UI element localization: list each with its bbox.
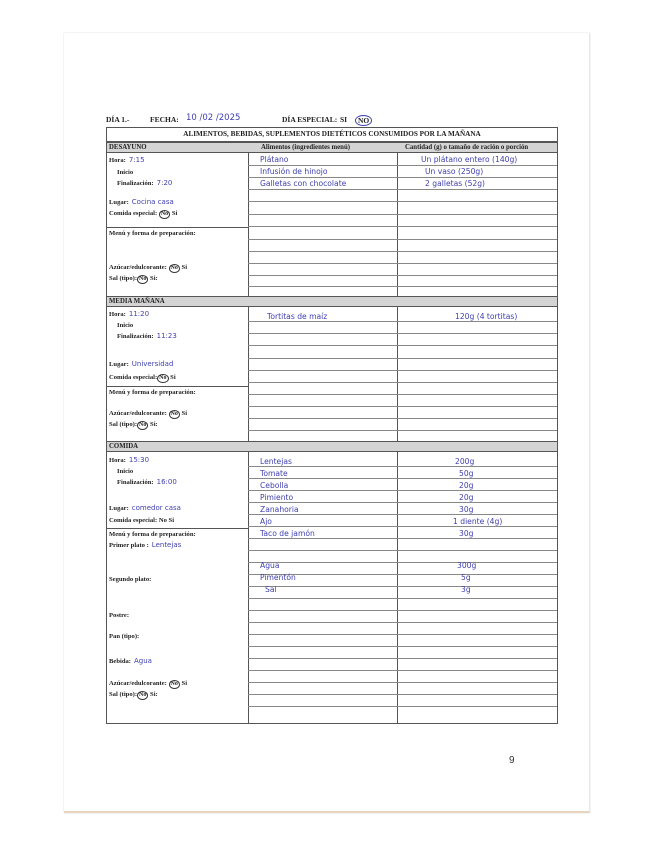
comida-hora: Hora: 15:30 bbox=[109, 456, 150, 464]
media-hora: Hora: 11:20 bbox=[109, 310, 150, 318]
desayuno-comida-especial: Comida especial: No Si bbox=[109, 210, 178, 217]
desayuno-azucar: Azúcar/edulcorante: No Si bbox=[109, 264, 188, 271]
comida-qty-4: 20g bbox=[459, 493, 474, 502]
desayuno-lugar: Lugar: Cocina casa bbox=[109, 198, 174, 206]
special-day-label: DÍA ESPECIAL: bbox=[282, 115, 338, 124]
comida-finalizacion: Finalización: 16:00 bbox=[117, 478, 177, 486]
section-media-manana-header bbox=[107, 296, 557, 307]
comida-food-2: Tomate bbox=[260, 469, 288, 478]
desayuno-finalizacion: Finalización: 7:20 bbox=[117, 179, 173, 187]
media-lugar: Lugar: Universidad bbox=[109, 360, 174, 368]
comida-qty-7: 30g bbox=[459, 529, 474, 538]
form-header bbox=[106, 113, 558, 127]
media-menu-label: Menú y forma de preparación: bbox=[109, 389, 196, 396]
comida-food-10: Pimentón bbox=[260, 573, 296, 582]
section-desayuno-header bbox=[107, 142, 557, 153]
comida-qty-6: 1 diente (4g) bbox=[453, 517, 503, 526]
food-record-form bbox=[106, 127, 558, 724]
comida-segundo-plato: Segundo plato: bbox=[109, 576, 152, 583]
desayuno-qty-2: Un vaso (250g) bbox=[425, 167, 484, 176]
day-label: DÍA 1.- bbox=[106, 115, 130, 124]
comida-sal: Sal (tipo): No Si: bbox=[109, 691, 158, 698]
section-comida-title: COMIDA bbox=[109, 443, 139, 450]
desayuno-sal: Sal (tipo): No Si: bbox=[109, 275, 158, 282]
media-sal: Sal (tipo): No Si: bbox=[109, 421, 158, 428]
comida-pan: Pan (tipo): bbox=[109, 633, 140, 640]
comida-menu-label: Menú y forma de preparación: bbox=[109, 531, 196, 538]
desayuno-food-1: Plátano bbox=[260, 155, 289, 164]
special-no-circled: NO bbox=[355, 115, 372, 126]
comida-qty-11: 3g bbox=[461, 585, 471, 594]
desayuno-hora: Hora: 7:15 bbox=[109, 156, 145, 164]
table-title: ALIMENTOS, BEBIDAS, SUPLEMENTOS DIETÉTICOS CONSUMIDOS POR LA MAÑANA bbox=[107, 128, 557, 142]
desayuno-qty-3: 2 galletas (52g) bbox=[425, 179, 486, 188]
media-food-1: Tortitas de maíz bbox=[267, 312, 328, 321]
comida-food-3: Cebolla bbox=[260, 481, 289, 490]
comida-qty-10: 5g bbox=[461, 573, 471, 582]
desayuno-menu-label: Menú y forma de preparación: bbox=[109, 230, 196, 237]
comida-primer-plato: Primer plato : Lentejas bbox=[109, 541, 182, 549]
comida-postre: Postre: bbox=[109, 612, 130, 619]
comida-food-1: Lentejas bbox=[260, 457, 292, 466]
media-inicio: Inicio bbox=[117, 322, 134, 329]
section-media-manana-title: MEDIA MAÑANA bbox=[109, 298, 165, 305]
desayuno-inicio: Inicio bbox=[117, 169, 134, 176]
media-qty-1: 120g (4 tortitas) bbox=[455, 312, 518, 321]
comida-food-4: Pimiento bbox=[260, 493, 294, 502]
comida-food-7: Taco de jamón bbox=[260, 529, 315, 538]
comida-inicio: Inicio bbox=[117, 468, 134, 475]
comida-azucar: Azúcar/edulcorante: No Si bbox=[109, 680, 188, 687]
comida-lugar: Lugar: comedor casa bbox=[109, 504, 181, 512]
comida-comida-especial: Comida especial: No Si bbox=[109, 517, 175, 524]
comida-food-9: Agua bbox=[260, 561, 280, 570]
page-number: 9 bbox=[509, 755, 515, 766]
comida-qty-2: 50g bbox=[459, 469, 474, 478]
comida-food-5: Zanahoria bbox=[260, 505, 299, 514]
date-value: 10 /02 /2025 bbox=[186, 113, 241, 123]
column-header-qty: Cantidad (g) o tamaño de ración o porción bbox=[405, 144, 529, 151]
column-header-food: Alimentos (ingredientes menú) bbox=[261, 144, 350, 151]
desayuno-food-2: Infusión de hinojo bbox=[260, 167, 328, 176]
media-comida-especial: Comida especial: No Si bbox=[109, 374, 176, 381]
special-yes: SI bbox=[340, 115, 348, 124]
comida-food-11: Sal bbox=[265, 585, 277, 594]
column-divider-1 bbox=[248, 141, 249, 723]
date-label: FECHA: bbox=[150, 115, 179, 124]
comida-food-6: Ajo bbox=[260, 517, 272, 526]
comida-qty-5: 30g bbox=[459, 505, 474, 514]
column-divider-2 bbox=[397, 141, 398, 723]
section-desayuno-title: DESAYUNO bbox=[109, 144, 147, 151]
comida-qty-9: 300g bbox=[457, 561, 477, 570]
section-comida-header bbox=[107, 441, 557, 452]
media-finalizacion: Finalización: 11:23 bbox=[117, 332, 177, 340]
comida-qty-1: 200g bbox=[455, 457, 475, 466]
comida-qty-3: 20g bbox=[459, 481, 474, 490]
desayuno-qty-1: Un plátano entero (140g) bbox=[421, 155, 518, 164]
media-azucar: Azúcar/edulcorante: No Si bbox=[109, 410, 188, 417]
comida-bebida: Bebida: Agua bbox=[109, 657, 152, 665]
desayuno-food-3: Galletas con chocolate bbox=[260, 179, 347, 188]
